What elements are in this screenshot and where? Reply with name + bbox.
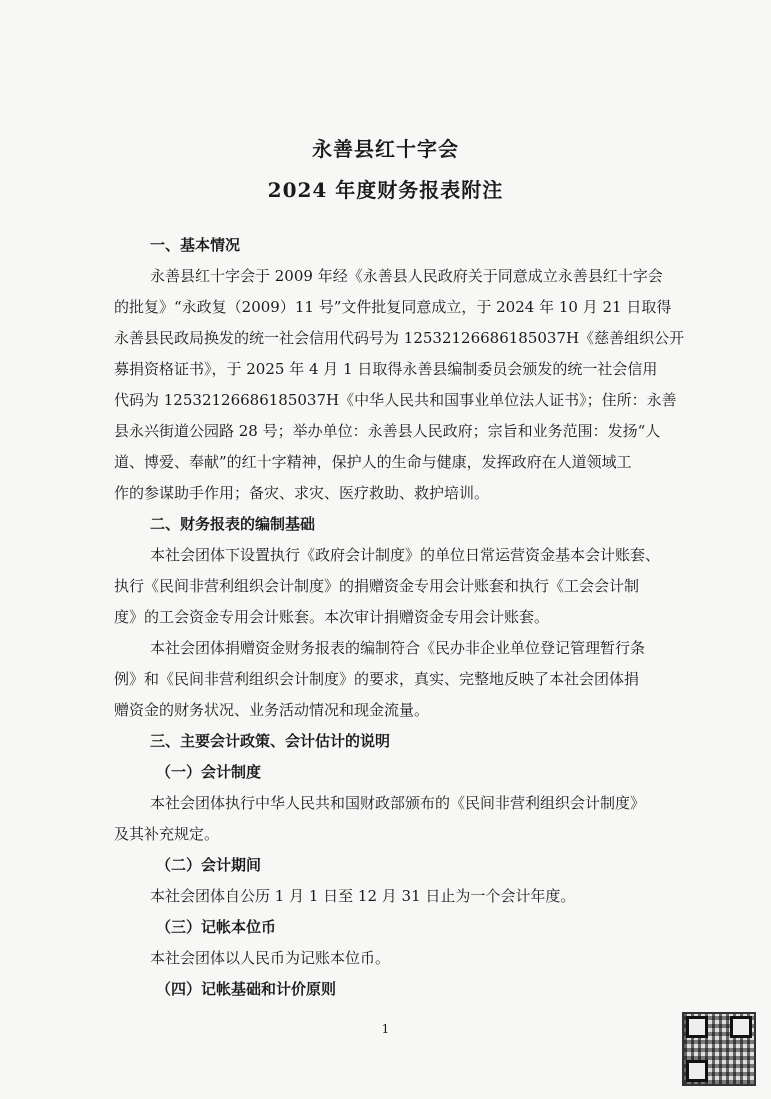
paragraph-line: 本社会团体以人民币为记账本位币。: [150, 949, 391, 967]
document-title: 永善县红十字会: [312, 137, 459, 161]
section-heading-basis: 二、财务报表的编制基础: [150, 515, 316, 533]
paragraph-line: 赠资金的财务状况、业务活动情况和现金流量。: [114, 701, 430, 719]
paragraph-line: 执行《民间非营利组织会计制度》的捐赠资金专用会计账套和执行《工会会计制: [114, 577, 640, 595]
paragraph-line: 永善县民政局换发的统一社会信用代码号为 12532126686185037H《慈善组织公开: [114, 329, 685, 347]
paragraph-line: 本社会团体自公历 1 月 1 日至 12 月 31 日止为一个会计年度。: [150, 887, 576, 905]
document-subtitle: 2024 年度财务报表附注: [267, 178, 504, 202]
paragraph-line: 代码为 12532126686185037H《中华人民共和国事业单位法人证书》；住所：永善: [114, 391, 677, 409]
paragraph-line: 例》和《民间非营利组织会计制度》的要求，真实、完整地反映了本社会团体捐: [114, 670, 640, 688]
subsection-heading: （一）会计制度: [156, 763, 262, 781]
section-heading-basic: 一、基本情况: [150, 236, 241, 254]
paragraph-line: 县永兴街道公园路 28 号；举办单位：永善县人民政府；宗旨和业务范围：发扬“人: [114, 422, 661, 440]
subsection-heading: （三）记帐本位币: [156, 918, 277, 936]
paragraph-line: 永善县红十字会于 2009 年经《永善县人民政府关于同意成立永善县红十字会: [150, 267, 663, 285]
qr-code-icon: [682, 1012, 756, 1086]
paragraph-line: 道、博爱、奉献”的红十字精神，保护人的生命与健康，发挥政府在人道领域工: [114, 453, 632, 471]
subsection-heading: （四）记帐基础和计价原则: [156, 980, 337, 998]
paragraph-line: 的批复》“永政复（2009）11 号”文件批复同意成立，于 2024 年 10 月 21 日取得: [114, 298, 672, 316]
paragraph-line: 募捐资格证书》，于 2025 年 4 月 1 日取得永善县编制委员会颁发的统一社会信用: [114, 360, 658, 378]
paragraph-line: 本社会团体捐赠资金财务报表的编制符合《民办非企业单位登记管理暂行条: [150, 639, 646, 657]
section-heading-policies: 三、主要会计政策、会计估计的说明: [150, 732, 391, 750]
paragraph-line: 及其补充规定。: [114, 825, 220, 843]
paragraph-line: 本社会团体执行中华人民共和国财政部颁布的《民间非营利组织会计制度》: [150, 794, 646, 812]
page-number: 1: [381, 1022, 390, 1036]
paragraph-line: 度》的工会资金专用会计账套。本次审计捐赠资金专用会计账套。: [114, 608, 550, 626]
paragraph-line: 作的参谋助手作用；备灾、求灾、医疗救助、救护培训。: [114, 484, 490, 502]
subsection-heading: （二）会计期间: [156, 856, 262, 874]
paragraph-line: 本社会团体下设置执行《政府会计制度》的单位日常运营资金基本会计账套、: [150, 546, 661, 564]
